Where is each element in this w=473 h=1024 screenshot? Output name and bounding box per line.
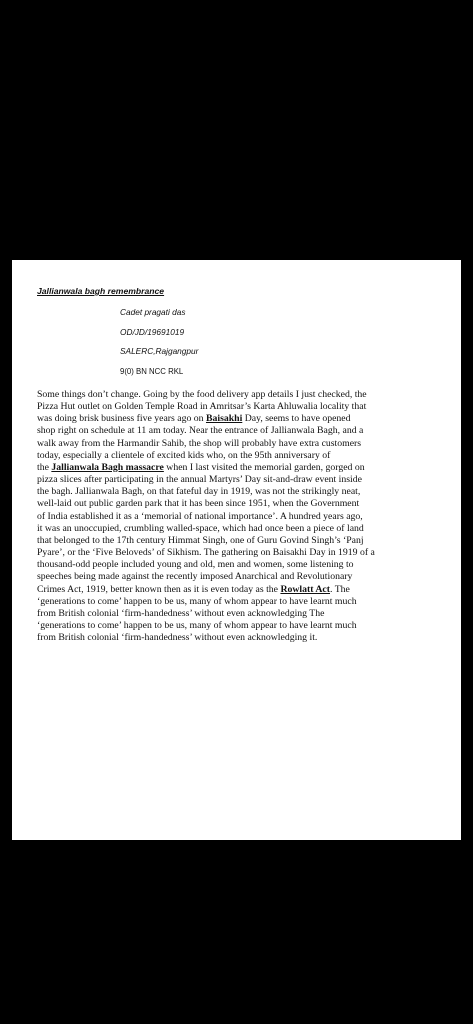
body-line: speeches being made against the recently imposed Anarchical and Revolutionary xyxy=(37,571,353,583)
body-line: ‘generations to come’ happen to be us, many of whom appear to have learnt much xyxy=(37,619,357,631)
registration-number: OD/JD/19691019 xyxy=(120,326,185,337)
body-line: well-laid out public garden park that it has been since 1951, when the Government xyxy=(37,498,360,510)
document-body xyxy=(37,389,439,644)
body-line: of India established it as a ‘memorial of national importance’. A hundred years ago, xyxy=(37,510,363,522)
document-page[interactable] xyxy=(12,260,461,840)
body-line xyxy=(37,462,439,474)
document-title: Jallianwala bagh remembrance xyxy=(37,286,165,296)
body-line: shop right on schedule at 11 am today. Near the entrance of Jallianwala Bagh, and a xyxy=(37,425,364,437)
body-line: from British colonial ‘firm-handedness’ without even acknowledging it. xyxy=(37,632,318,644)
body-line: Pizza Hut outlet on Golden Temple Road in Amritsar’s Karta Ahluwalia locality that xyxy=(37,401,367,413)
battalion-name: 9(0) BN NCC RKL xyxy=(120,366,184,376)
body-text: the xyxy=(37,461,52,473)
body-text: Crimes Act, 1919, better known then as it is even today as the xyxy=(37,583,281,595)
body-line: pizza slices after participating in the annual Martyrs’ Day sit-and-draw event inside xyxy=(37,474,362,486)
body-line: thousand-odd people included young and old, men and women, some listening to xyxy=(37,559,354,571)
body-line xyxy=(37,413,439,425)
body-line: Some things don’t change. Going by the food delivery app details I just checked, the xyxy=(37,389,367,400)
body-line xyxy=(37,584,439,596)
body-line: the bagh. Jallianwala Bagh, on that fateful day in 1919, was not the strikingly neat, xyxy=(37,486,361,498)
body-line: it was an unoccupied, crumbling walled-space, which had once been a piece of land xyxy=(37,522,364,534)
body-line: that belonged to the 17th century Himmat Singh, one of Guru Govind Singh’s ‘Panj xyxy=(37,534,364,546)
body-text: . The xyxy=(330,583,350,595)
body-line: today, especially a clientele of excited kids who, on the 95th anniversary of xyxy=(37,449,331,461)
body-line: ‘generations to come’ happen to be us, many of whom appear to have learnt much xyxy=(37,595,357,607)
link-rowlatt-act[interactable]: Rowlatt Act xyxy=(280,583,330,595)
body-text: was doing brisk business five years ago on xyxy=(37,413,206,425)
link-baisakhi[interactable]: Baisakhi xyxy=(205,413,243,425)
body-text: Day, seems to have opened xyxy=(242,413,351,425)
body-line: from British colonial ‘firm-handedness’ without even acknowledging The xyxy=(37,607,325,619)
body-line: walk away from the Harmandir Sahib, the shop will probably have extra customers xyxy=(37,437,362,449)
link-jallianwala-bagh-massacre[interactable]: Jallianwala Bagh massacre xyxy=(51,461,164,473)
unit-name: SALERC,Rajgangpur xyxy=(120,346,199,356)
body-line: Pyare’, or the ‘Five Beloveds’ of Sikhism. The gathering on Baisakhi Day in 1919 of a xyxy=(37,547,375,559)
body-text: when I last visited the memorial garden, gorged on xyxy=(163,461,365,473)
cadet-name: Cadet pragati das xyxy=(120,307,186,317)
